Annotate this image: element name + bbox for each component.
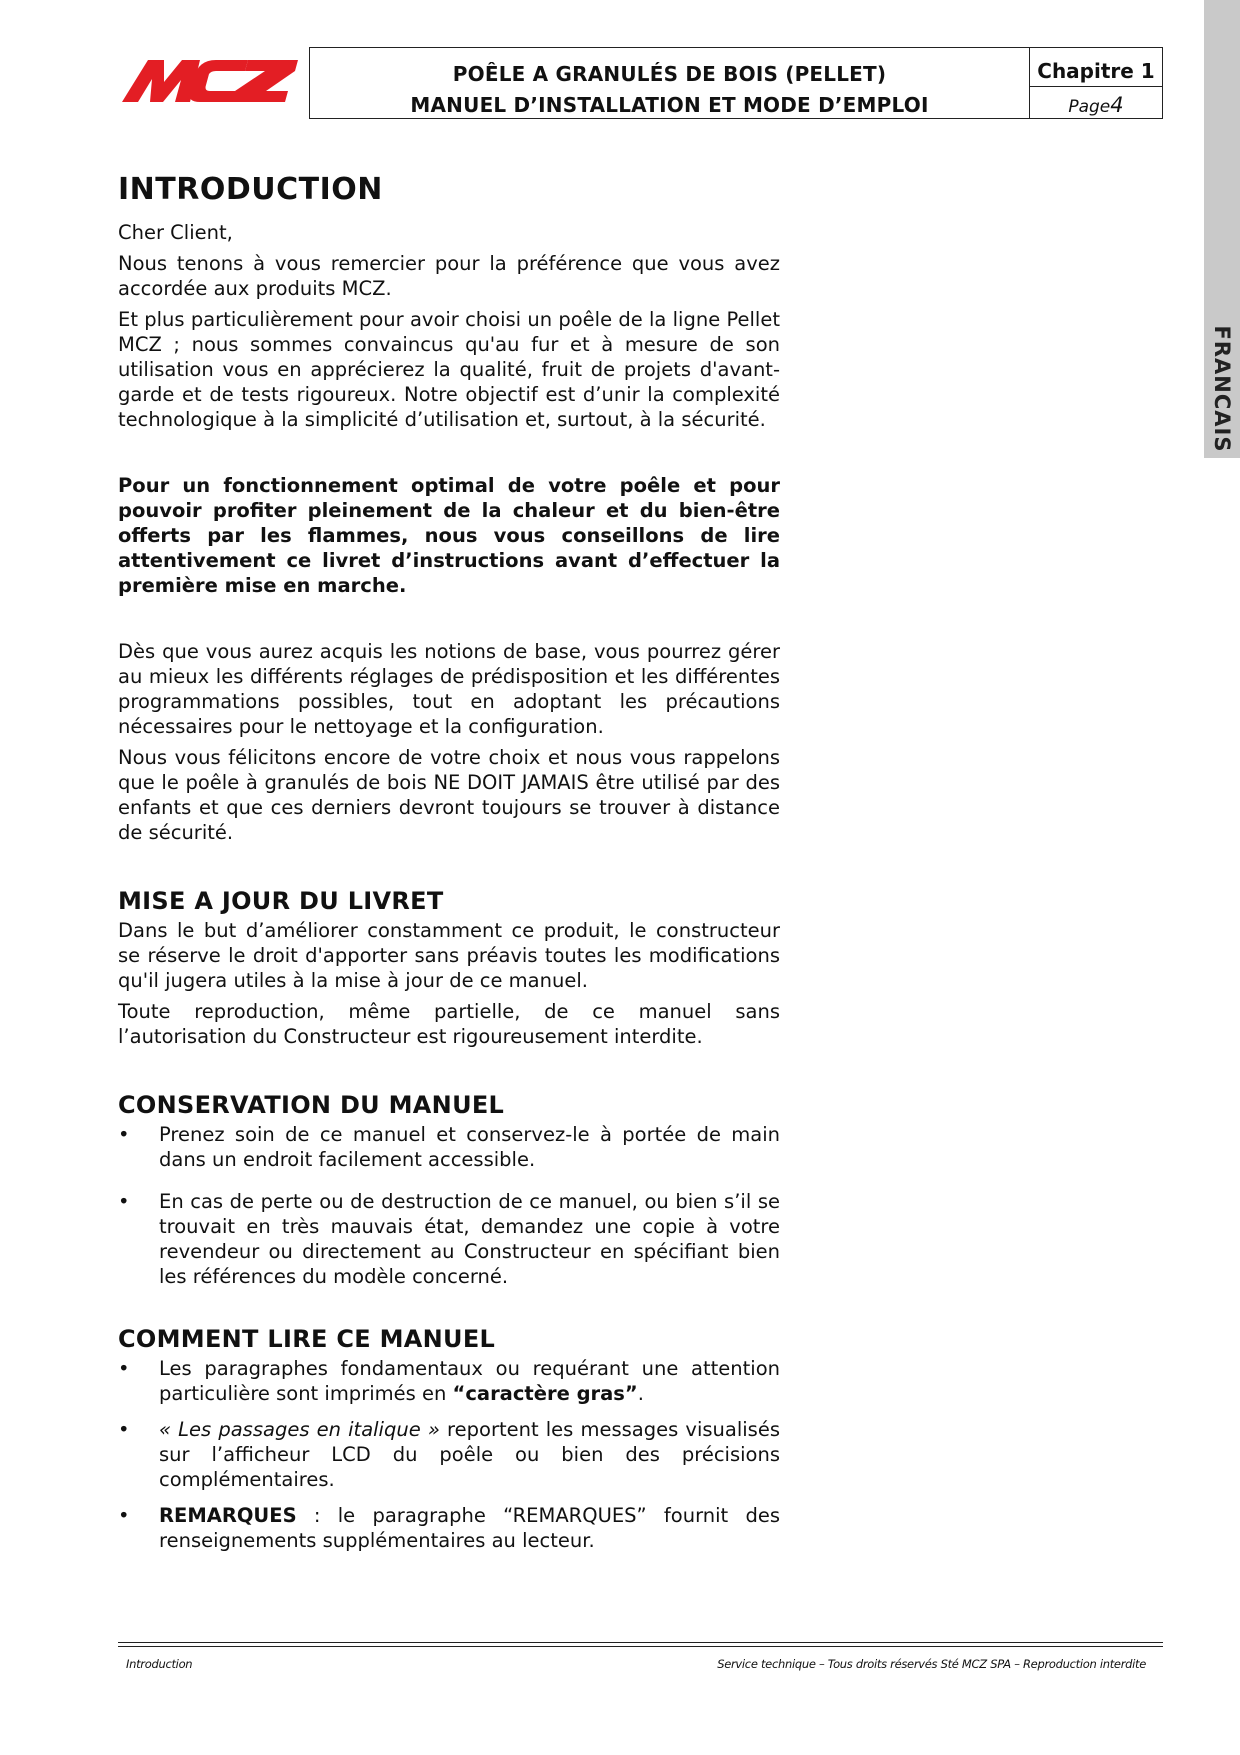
list-item: • « Les passages en italique » reportent les messages visualisés sur l’afficheur LCD du poêle ou bien des précisions complémentaires. <box>118 1417 780 1492</box>
update-heading: MISE A JOUR DU LIVRET <box>118 887 444 915</box>
header-chapter-box <box>1030 47 1163 119</box>
header-title-line1: POÊLE A GRANULÉS DE BOIS (PELLET) <box>452 62 887 86</box>
page-indicator <box>1030 87 1162 117</box>
intro-paragraph-4: Nous vous félicitons encore de votre choix et nous vous rappelons que le poêle à granulés de bois NE DOIT JAMAIS être utilisé par des enfants et que ces derniers devront toujours se trouver à distance de sécurité. <box>118 746 780 844</box>
page-number: 4 <box>1110 93 1124 117</box>
reading-heading: COMMENT LIRE CE MANUEL <box>118 1325 496 1353</box>
footer-rule <box>118 1642 1163 1643</box>
update-paragraph-1: Dans le but d’améliorer constamment ce produit, le constructeur se réserve le droit d'apporter sans préavis toutes les modifications qu'il jugera utiles à la mise à jour de ce manuel. <box>118 919 780 992</box>
intro-heading: INTRODUCTION <box>118 172 383 207</box>
list-item: • REMARQUES : le paragraphe “REMARQUES” fournit des renseignements supplémentaires au lecteur. <box>118 1503 780 1553</box>
language-side-label <box>1202 325 1240 453</box>
conservation-list <box>118 1122 780 1289</box>
header-title-line2: MANUEL D’INSTALLATION ET MODE D’EMPLOI <box>410 93 929 117</box>
header-title-box <box>309 47 1030 119</box>
mcz-logo <box>120 52 300 112</box>
main-content <box>118 172 780 1553</box>
footer-rule-secondary <box>118 1646 1163 1647</box>
reading-list <box>118 1356 780 1553</box>
page-label: Page <box>1068 97 1111 117</box>
intro-paragraph-3: Dès que vous aurez acquis les notions de base, vous pourrez gérer au mieux les différents réglages de prédisposition et les différentes programmations possibles, tout en adoptant les précautions nécessaires pour le nettoyage et la configuration. <box>118 640 780 738</box>
intro-paragraph-1: Nous tenons à vous remercier pour la préférence que vous avez accordée aux produits MCZ. <box>118 252 780 300</box>
list-item: • Prenez soin de ce manuel et conservez-le à portée de main dans un endroit facilement accessible. <box>118 1122 780 1172</box>
language-label: FRANCAIS <box>1210 325 1234 453</box>
footer-section: Introduction <box>126 1657 193 1671</box>
footer-rights: Service technique – Tous droits réservés Sté MCZ SPA – Reproduction interdite <box>717 1657 1146 1671</box>
intro-paragraph-2: Et plus particulièrement pour avoir choisi un poêle de la ligne Pellet MCZ ; nous sommes convaincus qu'au fur et à mesure de son utilisation vous en apprécierez la qualité, fruit de projets d'avant-garde et de tests rigoureux. Notre objectif est d’unir la complexité technologique à la simplicité d’utilisation et, surtout, à la sécurité. <box>118 308 780 431</box>
update-paragraph-2: Toute reproduction, même partielle, de ce manuel sans l’autorisation du Constructeur est rigoureusement interdite. <box>118 1000 780 1048</box>
list-item: • Les paragraphes fondamentaux ou requérant une attention particulière sont imprimés en “caractère gras”. <box>118 1356 780 1406</box>
chapter-label: Chapitre 1 <box>1030 48 1162 87</box>
list-item: • En cas de perte ou de destruction de ce manuel, ou bien s’il se trouvait en très mauvais état, demandez une copie à votre revendeur ou directement au Constructeur en spécifiant bien les références du modèle concerné. <box>118 1189 780 1289</box>
intro-bold-paragraph: Pour un fonctionnement optimal de votre poêle et pour pouvoir profiter pleinement de la chaleur et du bien-être offerts par les flammes, nous vous conseillons de lire attentivement ce livret d’instructions avant d’effectuer la première mise en marche. <box>118 474 780 597</box>
salutation: Cher Client, <box>118 221 233 244</box>
conservation-heading: CONSERVATION DU MANUEL <box>118 1091 505 1119</box>
mcz-logo-mark <box>120 52 300 112</box>
